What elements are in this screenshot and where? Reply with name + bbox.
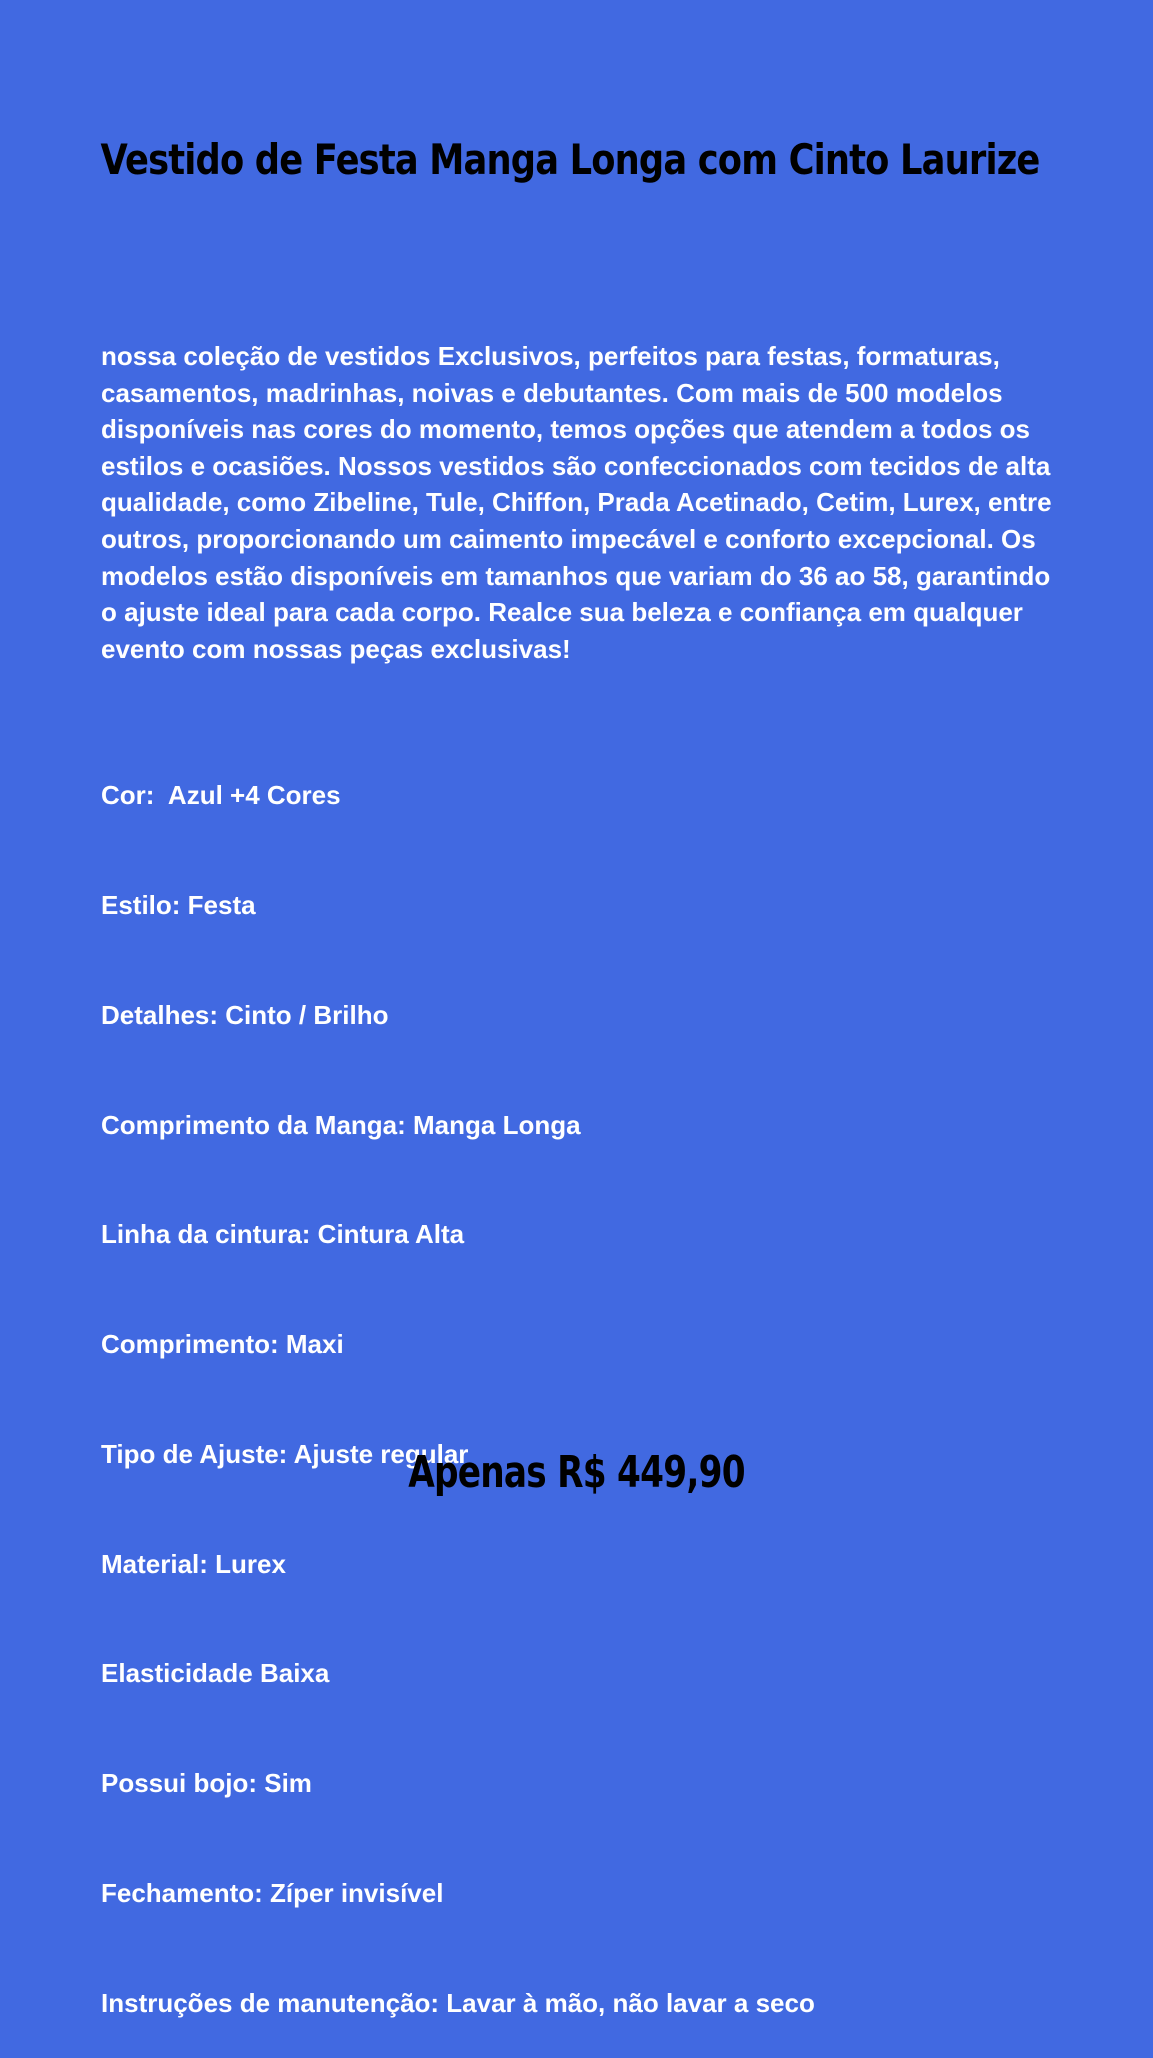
product-title: Vestido de Festa Manga Longa com Cinto Laurize <box>100 135 1040 184</box>
spec-item-color: Cor: Azul +4 Cores <box>101 780 341 811</box>
product-description: nossa coleção de vestidos Exclusivos, perfeitos para festas, formaturas, casamentos, madrinhas, noivas e debutantes. Com mais de 500 modelos disponíveis nas cores do momento, temos opções que atendem a todos os estilos e ocasiões. Nossos vestidos são confeccionados com tecidos de alta qualidade, como Zibeline, Tule, Chiffon, Prada Acetinado, Cetim, Lurex, entre outros, proporcionando um caimento impecável e conforto excepcional. Os modelos estão disponíveis em tamanhos que variam do 36 ao 58, garantindo o ajuste ideal para cada corpo. Realce sua beleza e confiança em qualquer evento com nossas peças exclusivas! <box>101 341 1052 664</box>
spec-item-fit-type: Tipo de Ajuste: Ajuste regular <box>101 1438 469 1469</box>
spec-item-padding: Possui bojo: Sim <box>101 1768 312 1799</box>
spec-item-details: Detalhes: Cinto / Brilho <box>101 999 389 1030</box>
spec-item-style: Estilo: Festa <box>101 889 256 920</box>
price-label: Apenas R$ 449,90 <box>408 1447 745 1498</box>
spec-item-material: Material: Lurex <box>101 1548 286 1579</box>
spec-item-waistline: Linha da cintura: Cintura Alta <box>101 1219 465 1250</box>
spec-item-closure: Fechamento: Zíper invisível <box>101 1878 444 1908</box>
spec-item-length: Comprimento: Maxi <box>101 1329 344 1360</box>
spec-item-elasticity: Elasticidade Baixa <box>101 1658 330 1689</box>
spec-list <box>101 704 1061 2058</box>
spec-item-sleeve-length: Comprimento da Manga: Manga Longa <box>101 1109 581 1140</box>
spec-item-care-instructions: Instruções de manutenção: Lavar à mão, não lavar a seco <box>101 1987 815 2018</box>
